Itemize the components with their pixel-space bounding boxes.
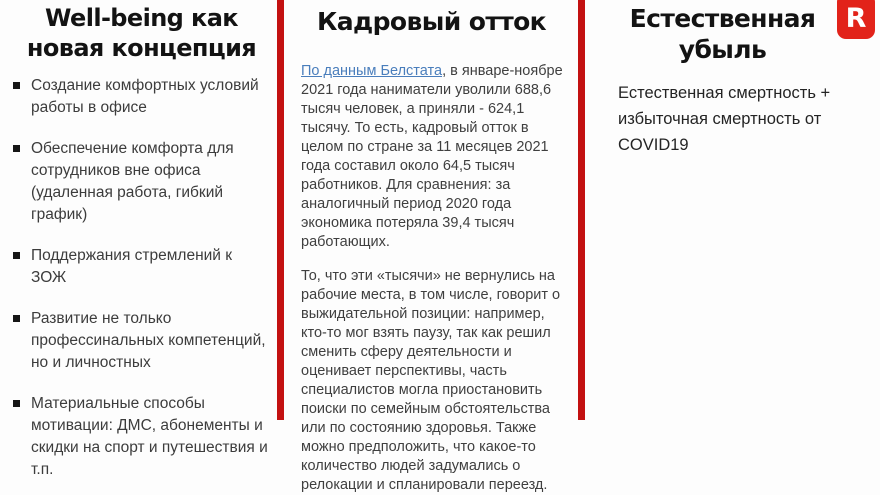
list-item — [13, 308, 271, 374]
bullet-square-icon — [13, 315, 20, 322]
attrition-title: Кадровый отток — [316, 7, 547, 36]
bullet-text: Поддержания стремлений к ЗОЖ — [31, 247, 233, 286]
wellbeing-title: Well-being как новая концепция — [26, 4, 257, 62]
bullet-square-icon — [13, 400, 20, 407]
list-item — [13, 393, 271, 481]
list-item — [13, 75, 271, 119]
mortality-title: Естественная убыль — [629, 4, 816, 64]
list-item — [13, 245, 271, 289]
attrition-paragraph-1-text: , в январе-ноябре 2021 года наниматели уволили 688,6 тысяч человек, а приняли - 624,1 тысячу. То есть, кадровый отток в целом по стране за 11 месяцев 2021 года составил около 64,5 тысяч работников. Для сравнения: за аналогичный период 2020 года экономика потеряла 39,4 тысяч работающих. — [301, 63, 563, 250]
attrition-paragraph-2: То, что эти «тысячи» не вернулись на рабочие места, в том числе, говорит о выжидательной позиции: например, кто-то мог взять паузу, так как решил сменить сферу деятельности и оценивает перспективы, часть специалистов могла приостановить поиски по семейным обстоятельства или по состоянию здоровья. Также можно предположить, что какое-то количество людей задумались о релокации и спланировали переезд. — [301, 268, 561, 493]
brand-r-logo: R — [837, 0, 875, 39]
attrition-paragraph-1 — [301, 62, 565, 252]
bullet-text: Создание комфортных условий работы в офисе — [31, 77, 259, 116]
wellbeing-bullet-list — [0, 75, 277, 481]
bullet-text: Обеспечение комфорта для сотрудников вне офиса (удаленная работа, гибкий график) — [31, 140, 234, 223]
bullet-text: Материальные способы мотивации: ДМС, абонементы и скидки на спорт и путешествия и т.п. — [31, 395, 268, 478]
red-divider-left — [277, 0, 284, 420]
bullet-square-icon — [13, 145, 20, 152]
list-item — [13, 138, 271, 226]
belstat-link[interactable]: По данным Белстата — [301, 63, 443, 79]
mortality-column — [585, 0, 880, 420]
bullet-square-icon — [13, 82, 20, 89]
bullet-square-icon — [13, 252, 20, 259]
bullet-text: Развитие не только профессинальных компетенций, но и личностных — [31, 310, 266, 371]
mortality-body: Естественная смертность + избыточная смертность от COVID19 — [618, 84, 831, 154]
attrition-body — [301, 62, 565, 495]
red-divider-right — [578, 0, 585, 420]
wellbeing-column — [0, 0, 277, 478]
attrition-column — [285, 0, 578, 493]
